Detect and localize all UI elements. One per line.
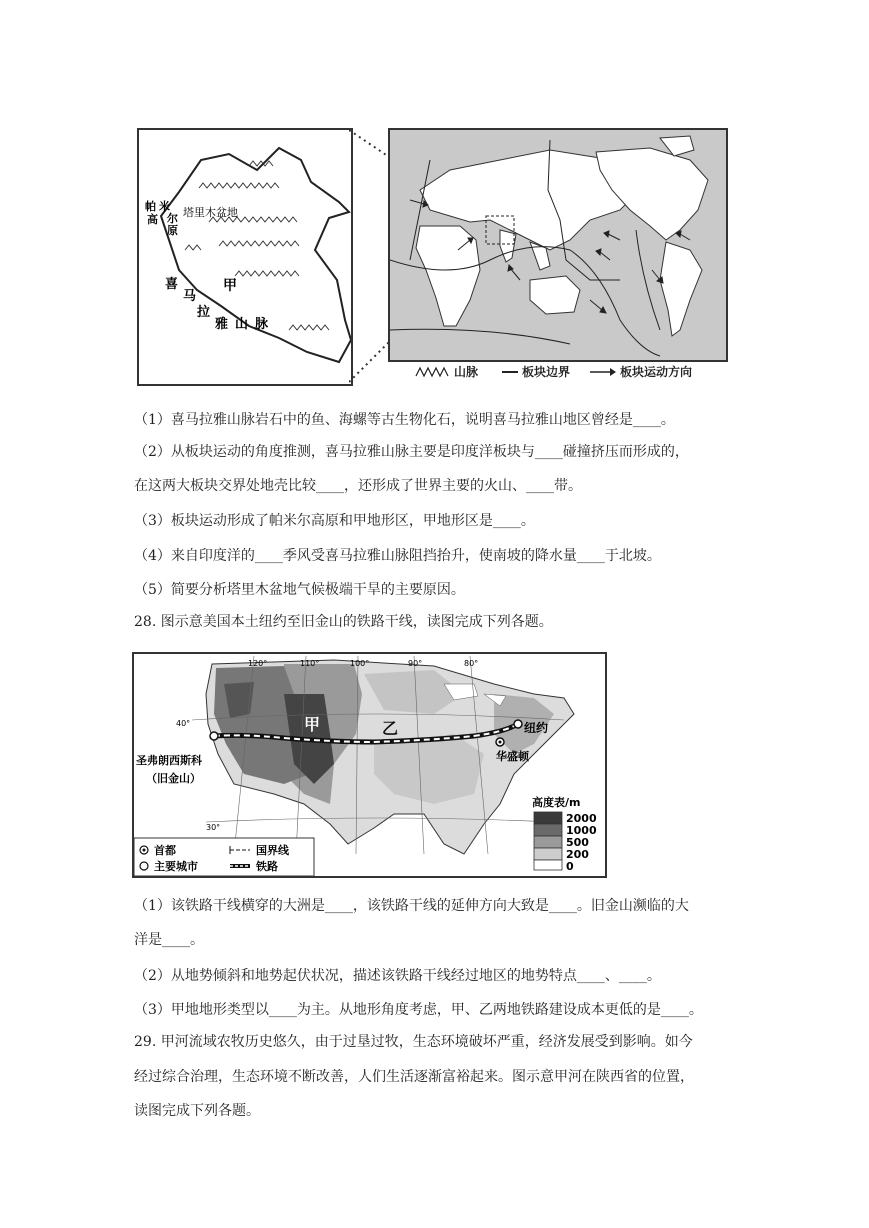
q27-line-6: （5）简要分析塔里木盆地气候极端干旱的主要原因。 xyxy=(134,582,465,598)
lon-label: 120° xyxy=(248,659,268,668)
legend-plate-motion-label: 板块运动方向 xyxy=(620,365,693,379)
jia-label: 甲 xyxy=(223,278,237,294)
q27-line-2: （2）从板块运动的角度推测，喜马拉雅山脉主要是印度洋板块与____碰撞挤压而形成的， xyxy=(134,444,689,460)
q28-line-4: （3）甲地地形类型以____为主。从地形角度考虑，甲、乙两地铁路建设成本更低的是____。 xyxy=(134,1002,703,1018)
yi-label: 乙 xyxy=(382,719,399,738)
lon-label: 110° xyxy=(300,659,320,668)
tarim-basin-label: 塔里木盆地 xyxy=(183,206,238,219)
legend-railway-label: 铁路 xyxy=(256,860,278,873)
pamir-char: 高 xyxy=(147,213,158,226)
q28-line-1: （1）该铁路干线横穿的大洲是____，该铁路干线的延伸方向大致是____。旧金山濒临的大 xyxy=(134,898,689,914)
q28-intro: 28. 图示意美国本土纽约至旧金山的铁路干线，读图完成下列各题。 xyxy=(134,614,553,630)
elevation-swatch xyxy=(534,812,562,824)
figure1-world-map xyxy=(388,128,728,362)
legend-capital-label: 首都 xyxy=(154,844,176,857)
q27-line-5: （4）来自印度洋的____季风受喜马拉雅山脉阻挡抬升，使南坡的降水量____于北坡。 xyxy=(134,548,661,564)
figure2-us-map xyxy=(132,652,607,878)
major-city-icon xyxy=(140,862,148,870)
lat-label: 30° xyxy=(206,823,221,832)
q27-line-3: 在这两大板块交界处地壳比较____，还形成了世界主要的火山、____带。 xyxy=(134,478,582,494)
q27-line-1: （1）喜马拉雅山脉岩石中的鱼、海螺等古生物化石，说明喜马拉雅山地区曾经是____。 xyxy=(134,412,675,428)
elevation-swatch xyxy=(534,836,562,848)
new-york-label: 纽约 xyxy=(524,721,549,735)
q28-line-3: （2）从地势倾斜和地势起伏状况，描述该铁路干线经过地区的地势特点____、____。 xyxy=(134,968,661,984)
pamir-char: 原 xyxy=(167,224,178,237)
q27-line-4: （3）板块运动形成了帕米尔高原和甲地形区，甲地形区是____。 xyxy=(134,513,535,529)
elevation-swatch xyxy=(534,824,562,836)
pamir-char: 米 xyxy=(159,200,170,213)
elevation-level: 500 xyxy=(566,836,589,849)
san-francisco-marker xyxy=(210,732,218,740)
himalaya-char: 喜 xyxy=(165,277,179,292)
washington-label: 华盛顿 xyxy=(496,750,529,763)
left-map-svg xyxy=(139,130,351,384)
elevation-swatch xyxy=(534,860,562,870)
lon-label: 80° xyxy=(464,659,479,668)
figure1-legend xyxy=(408,362,728,382)
new-york-marker xyxy=(514,720,522,728)
pamir-char: 尔 xyxy=(167,212,178,225)
himalaya-char: 雅 xyxy=(215,317,229,332)
q29-line-2: 经过综合治理，生态环境不断改善，人们生活逐渐富裕起来。图示意甲河在陕西省的位置， xyxy=(134,1069,694,1085)
plate-boundary-legend-icon xyxy=(500,364,520,378)
pamir-char: 帕 xyxy=(145,200,156,213)
himalaya-char: 马 xyxy=(183,289,197,304)
mountain-legend-icon xyxy=(414,364,454,378)
elevation-swatches xyxy=(534,812,562,870)
himalaya-char: 脉 xyxy=(255,317,269,332)
elevation-level: 200 xyxy=(566,848,589,861)
world-map-svg xyxy=(390,130,726,360)
q29-line-1: 29. 甲河流域农牧历史悠久，由于过垦过牧，生态环境破坏严重，经济发展受到影响。如今 xyxy=(134,1034,693,1050)
q29-line-3: 读图完成下列各题。 xyxy=(134,1103,260,1119)
himalaya-char: 山 xyxy=(235,317,249,332)
legend-mountain-label: 山脉 xyxy=(454,365,479,379)
elevation-level: 1000 xyxy=(566,824,597,837)
lat-label: 40° xyxy=(176,719,191,728)
lon-label: 90° xyxy=(408,659,423,668)
san-francisco-label: 圣弗朗西斯科 xyxy=(136,754,202,767)
legend-plate-boundary-label: 板块边界 xyxy=(522,365,571,379)
elevation-title: 高度表/m xyxy=(532,796,581,809)
figure1-left-map xyxy=(137,128,353,386)
plate-motion-legend-icon xyxy=(588,364,618,378)
elevation-level: 0 xyxy=(566,860,574,873)
jia-label: 甲 xyxy=(304,715,321,734)
elevation-swatch xyxy=(534,848,562,860)
us-map-svg xyxy=(134,654,605,876)
san-francisco-alt-label: （旧金山） xyxy=(146,772,201,785)
q28-line-2: 洋是____。 xyxy=(134,932,204,948)
himalaya-char: 拉 xyxy=(197,305,211,320)
lon-label: 100° xyxy=(350,659,370,668)
legend-major-city-label: 主要城市 xyxy=(154,860,198,873)
elevation-level: 2000 xyxy=(566,812,597,825)
legend-border-label: 国界线 xyxy=(256,844,289,857)
